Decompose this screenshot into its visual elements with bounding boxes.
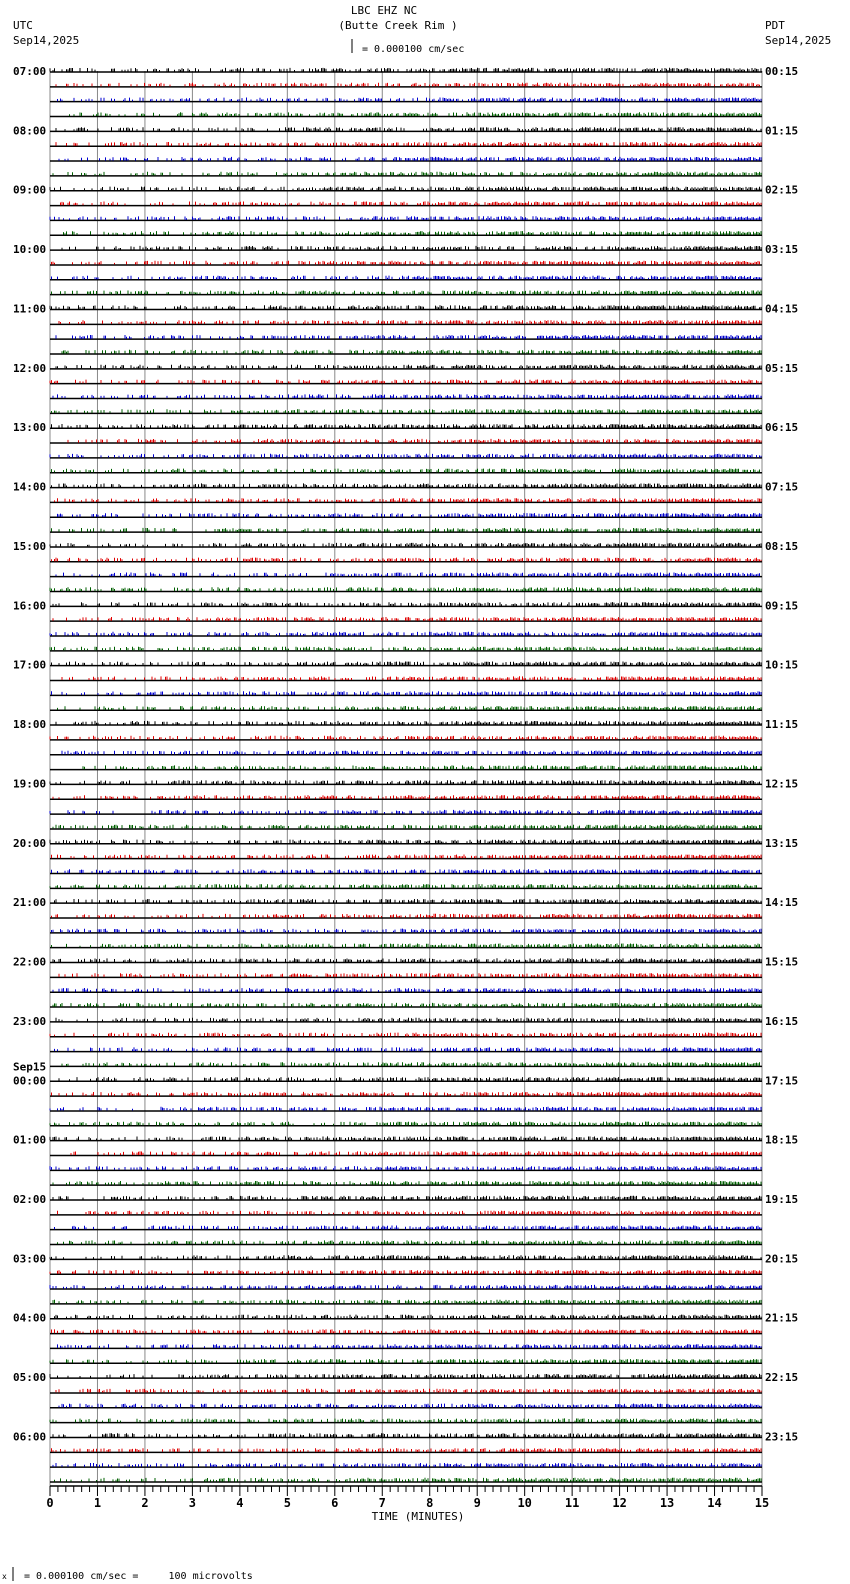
date-change-label: Sep15 bbox=[13, 1060, 47, 1074]
seismic-trace bbox=[53, 825, 761, 829]
pdt-hour-label: 22:15 bbox=[765, 1371, 799, 1385]
seismic-trace bbox=[71, 1151, 761, 1155]
chart-subtitle: (Butte Creek Rim ) bbox=[338, 19, 458, 32]
seismic-trace bbox=[50, 1270, 761, 1274]
seismic-trace bbox=[55, 1226, 762, 1230]
pdt-hour-label: 17:15 bbox=[765, 1074, 799, 1088]
utc-hour-label: 16:00 bbox=[13, 599, 47, 613]
seismic-trace bbox=[52, 929, 762, 933]
seismic-trace bbox=[50, 187, 761, 191]
seismic-trace bbox=[50, 587, 761, 591]
seismic-trace bbox=[64, 231, 762, 235]
pdt-hour-label: 21:15 bbox=[765, 1311, 799, 1325]
seismic-trace bbox=[50, 1033, 761, 1037]
pdt-hour-label: 00:15 bbox=[765, 65, 799, 78]
pdt-hour-label: 04:15 bbox=[765, 302, 799, 316]
seismic-trace bbox=[53, 795, 760, 799]
pdt-hour-label: 19:15 bbox=[765, 1193, 799, 1206]
seismic-trace bbox=[53, 958, 761, 962]
x-tick-label: 10 bbox=[517, 1496, 532, 1510]
seismic-trace bbox=[56, 1018, 761, 1022]
seismic-trace bbox=[59, 1404, 761, 1408]
seismic-trace bbox=[50, 68, 761, 72]
seismic-trace bbox=[56, 83, 760, 87]
footer-prefix: x bbox=[2, 1572, 7, 1581]
seismic-trace bbox=[50, 305, 761, 309]
seismic-trace bbox=[58, 1344, 762, 1348]
seismic-trace bbox=[55, 899, 762, 903]
x-tick-label: 11 bbox=[564, 1496, 580, 1510]
pdt-hour-label: 01:15 bbox=[765, 124, 799, 138]
right-timezone: PDT bbox=[765, 19, 785, 32]
seismic-trace bbox=[52, 1448, 762, 1452]
utc-hour-label: 00:00 bbox=[13, 1074, 47, 1088]
seismic-trace bbox=[50, 1122, 761, 1126]
seismic-trace bbox=[53, 1196, 761, 1200]
x-tick-label: 9 bbox=[473, 1496, 481, 1510]
seismic-trace bbox=[68, 439, 761, 443]
utc-hour-label: 04:00 bbox=[13, 1311, 47, 1325]
seismic-trace bbox=[52, 691, 762, 695]
seismic-trace bbox=[50, 840, 761, 844]
seismic-trace bbox=[52, 261, 760, 265]
pdt-hour-label: 06:15 bbox=[765, 421, 799, 435]
pdt-hour-label: 10:15 bbox=[765, 658, 799, 672]
pdt-hour-label: 03:15 bbox=[765, 243, 799, 257]
seismic-trace bbox=[53, 1181, 761, 1185]
utc-hour-label: 23:00 bbox=[13, 1014, 47, 1028]
chart-title: LBC EHZ NC bbox=[350, 4, 418, 17]
pdt-hour-label: 14:15 bbox=[765, 896, 799, 910]
seismic-trace bbox=[58, 1211, 760, 1215]
seismic-trace bbox=[50, 647, 761, 651]
seismic-trace bbox=[52, 869, 760, 873]
utc-hour-label: 18:00 bbox=[13, 718, 47, 732]
x-tick-label: 5 bbox=[283, 1496, 291, 1510]
pdt-hour-label: 08:15 bbox=[765, 539, 799, 553]
seismic-trace bbox=[52, 424, 762, 428]
seismic-trace bbox=[50, 632, 761, 636]
x-axis-label: TIME (MINUTES) bbox=[371, 1510, 465, 1523]
seismic-trace bbox=[52, 528, 760, 532]
pdt-hour-label: 15:15 bbox=[765, 955, 799, 969]
x-tick-label: 1 bbox=[93, 1496, 102, 1510]
x-tick-label: 8 bbox=[426, 1496, 434, 1510]
seismic-trace bbox=[58, 1240, 762, 1244]
seismic-trace bbox=[52, 1329, 762, 1333]
seismic-trace bbox=[56, 335, 761, 339]
seismic-trace bbox=[52, 662, 762, 666]
left-date: Sep14,2025 bbox=[13, 34, 80, 47]
utc-hour-label: 12:00 bbox=[13, 361, 47, 375]
utc-hour-label: 02:00 bbox=[13, 1193, 47, 1206]
utc-hour-label: 06:00 bbox=[13, 1430, 47, 1444]
utc-hour-label: 01:00 bbox=[13, 1133, 47, 1147]
seismic-trace bbox=[52, 409, 762, 413]
seismic-trace bbox=[50, 1285, 761, 1289]
utc-hour-label: 07:00 bbox=[13, 65, 47, 78]
seismic-trace bbox=[50, 543, 761, 547]
seismic-trace bbox=[50, 1136, 761, 1140]
seismic-trace bbox=[50, 736, 761, 740]
seismic-trace bbox=[50, 380, 761, 384]
seismic-trace bbox=[50, 454, 761, 458]
seismic-trace bbox=[53, 602, 760, 606]
x-tick-label: 0 bbox=[46, 1496, 54, 1510]
x-tick-label: 4 bbox=[236, 1496, 244, 1510]
seismic-trace bbox=[70, 112, 762, 116]
seismic-trace bbox=[56, 1389, 761, 1393]
seismic-trace bbox=[55, 1047, 762, 1051]
seismic-trace bbox=[61, 201, 762, 205]
utc-hour-label: 20:00 bbox=[13, 836, 47, 850]
pdt-hour-label: 18:15 bbox=[765, 1133, 799, 1147]
pdt-hour-label: 09:15 bbox=[765, 599, 799, 613]
pdt-hour-label: 05:15 bbox=[765, 361, 799, 375]
pdt-hour-label: 02:15 bbox=[765, 183, 799, 197]
utc-hour-label: 09:00 bbox=[13, 183, 47, 197]
seismic-trace bbox=[53, 394, 761, 398]
utc-hour-label: 17:00 bbox=[13, 658, 47, 672]
utc-hour-label: 10:00 bbox=[13, 243, 47, 257]
seismic-trace bbox=[55, 1315, 762, 1319]
seismic-trace bbox=[59, 1077, 761, 1081]
seismic-trace bbox=[53, 1433, 761, 1437]
utc-hour-label: 19:00 bbox=[13, 777, 47, 791]
utc-hour-label: 15:00 bbox=[13, 539, 47, 553]
pdt-hour-label: 12:15 bbox=[765, 777, 799, 791]
seismic-trace bbox=[52, 469, 760, 473]
seismic-trace bbox=[50, 1166, 761, 1170]
utc-hour-label: 08:00 bbox=[13, 124, 47, 138]
pdt-hour-label: 23:15 bbox=[765, 1430, 799, 1444]
utc-hour-label: 13:00 bbox=[13, 421, 47, 435]
utc-hour-label: 05:00 bbox=[13, 1371, 47, 1385]
x-tick-label: 6 bbox=[331, 1496, 339, 1510]
seismic-trace bbox=[55, 1478, 762, 1482]
seismic-trace bbox=[56, 365, 761, 369]
seismic-trace bbox=[50, 884, 757, 888]
footer-scale: = 0.000100 cm/sec = 100 microvolts bbox=[24, 1571, 253, 1582]
seismic-trace bbox=[52, 290, 762, 294]
x-tick-label: 14 bbox=[707, 1496, 722, 1510]
x-tick-label: 15 bbox=[754, 1496, 770, 1510]
seismic-trace bbox=[53, 172, 761, 176]
x-tick-label: 2 bbox=[141, 1496, 149, 1510]
seismic-trace bbox=[50, 1374, 761, 1378]
seismic-trace bbox=[53, 1003, 761, 1007]
seismic-trace bbox=[52, 483, 762, 487]
seismic-trace bbox=[59, 157, 761, 161]
seismic-trace bbox=[52, 854, 762, 858]
seismic-trace bbox=[53, 617, 761, 621]
pdt-hour-label: 07:15 bbox=[765, 480, 799, 494]
seismic-trace bbox=[62, 1062, 760, 1066]
seismic-trace bbox=[50, 1359, 761, 1363]
seismic-trace bbox=[55, 498, 762, 502]
seismic-trace bbox=[83, 765, 761, 769]
seismic-trace bbox=[62, 246, 761, 250]
x-tick-label: 12 bbox=[612, 1496, 627, 1510]
x-tick-label: 13 bbox=[659, 1496, 675, 1510]
seismic-trace bbox=[58, 513, 762, 517]
seismic-trace bbox=[59, 320, 761, 324]
seismic-trace bbox=[56, 721, 761, 725]
pdt-hour-label: 16:15 bbox=[765, 1014, 799, 1028]
right-date: Sep14,2025 bbox=[765, 34, 832, 47]
pdt-hour-label: 11:15 bbox=[765, 718, 799, 732]
utc-hour-label: 21:00 bbox=[13, 896, 47, 910]
seismic-trace bbox=[50, 1107, 761, 1111]
seismic-trace bbox=[62, 350, 761, 354]
left-timezone: UTC bbox=[13, 19, 33, 32]
seismic-trace bbox=[53, 988, 761, 992]
seismic-trace bbox=[59, 973, 761, 977]
seismic-trace bbox=[52, 276, 762, 280]
seismic-trace bbox=[52, 914, 762, 918]
x-tick-label: 3 bbox=[188, 1496, 197, 1510]
seismic-trace bbox=[53, 1300, 761, 1304]
seismic-trace bbox=[58, 706, 762, 710]
utc-hour-label: 03:00 bbox=[13, 1252, 47, 1266]
seismic-trace bbox=[62, 676, 761, 680]
seismic-trace bbox=[53, 1463, 761, 1467]
seismic-trace bbox=[58, 98, 762, 102]
seismic-trace bbox=[52, 558, 762, 562]
utc-hour-label: 11:00 bbox=[13, 302, 47, 316]
seismic-trace bbox=[52, 944, 760, 948]
seismic-trace bbox=[50, 1418, 761, 1422]
seismic-trace bbox=[56, 142, 761, 146]
seismic-trace bbox=[50, 810, 761, 814]
seismic-trace bbox=[56, 127, 761, 131]
utc-hour-label: 14:00 bbox=[13, 480, 47, 494]
pdt-hour-label: 20:15 bbox=[765, 1252, 799, 1266]
scale-label: = 0.000100 cm/sec bbox=[362, 44, 465, 55]
seismic-trace bbox=[62, 751, 761, 755]
seismic-trace bbox=[52, 1092, 762, 1096]
seismic-trace bbox=[56, 572, 760, 576]
seismic-trace bbox=[50, 1255, 761, 1259]
seismic-trace bbox=[50, 780, 760, 784]
pdt-hour-label: 13:15 bbox=[765, 836, 799, 850]
utc-hour-label: 22:00 bbox=[13, 955, 47, 969]
x-tick-label: 7 bbox=[378, 1496, 386, 1510]
seismic-trace bbox=[50, 216, 761, 220]
